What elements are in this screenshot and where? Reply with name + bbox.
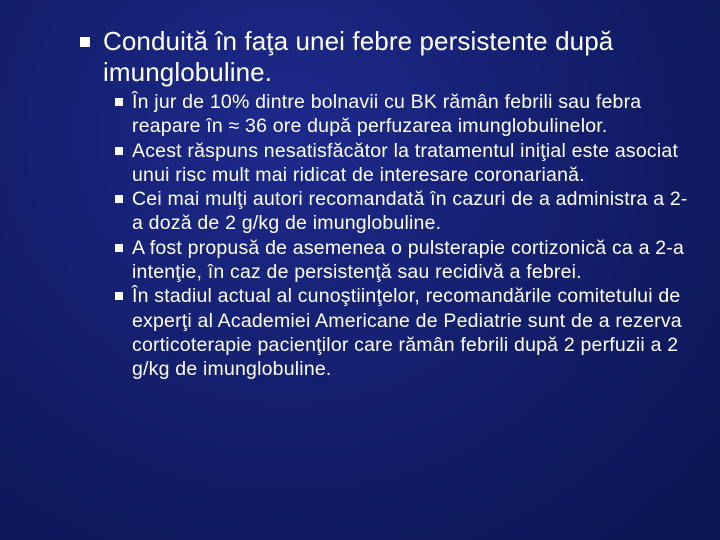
sub-bullet-list bbox=[115, 90, 690, 382]
sub-point-text: A fost propusă de asemenea o pulsterapie cortizonică ca a 2-a intenţie, în caz de persistenţă sau recidivă a febrei. bbox=[132, 236, 685, 284]
sub-bullet-item bbox=[115, 139, 690, 188]
square-bullet-icon bbox=[115, 147, 123, 155]
main-point-text: Conduită în faţa unei febre persistente după imunglobuline. bbox=[103, 26, 614, 87]
square-bullet-icon bbox=[115, 244, 123, 252]
sub-point-text: Acest răspuns nesatisfăcător la tratamentul iniţial este asociat unui risc mult mai ridicat de interesare coronariană. bbox=[132, 139, 679, 186]
sub-point-text: În stadiul actual al cunoştiinţelor, recomandările comitetului de experţi al Academiei Americane de Pediatrie sunt de a rezerva corticoterapie pacienţilor care rămân febrili după 2 perfuzii a 2 g/kg de imunglobuline. bbox=[132, 285, 682, 381]
square-bullet-icon bbox=[80, 37, 90, 47]
sub-bullet-item bbox=[115, 284, 690, 381]
sub-bullet-item bbox=[115, 90, 690, 139]
main-bullet-item bbox=[80, 26, 690, 88]
square-bullet-icon bbox=[115, 292, 123, 300]
sub-point-text: În jur de 10% dintre bolnavii cu BK rămân febrili sau febra reapare în ≈ 36 ore după perfuzarea imunglobulinelor. bbox=[132, 91, 642, 138]
square-bullet-icon bbox=[115, 195, 123, 203]
sub-point-text: Cei mai mulţi autori recomandată în cazuri de a administra a 2-a doză de 2 g/kg de imunglobuline. bbox=[132, 188, 688, 235]
square-bullet-icon bbox=[115, 98, 123, 106]
sub-bullet-item bbox=[115, 187, 690, 236]
sub-bullet-item bbox=[115, 236, 690, 285]
